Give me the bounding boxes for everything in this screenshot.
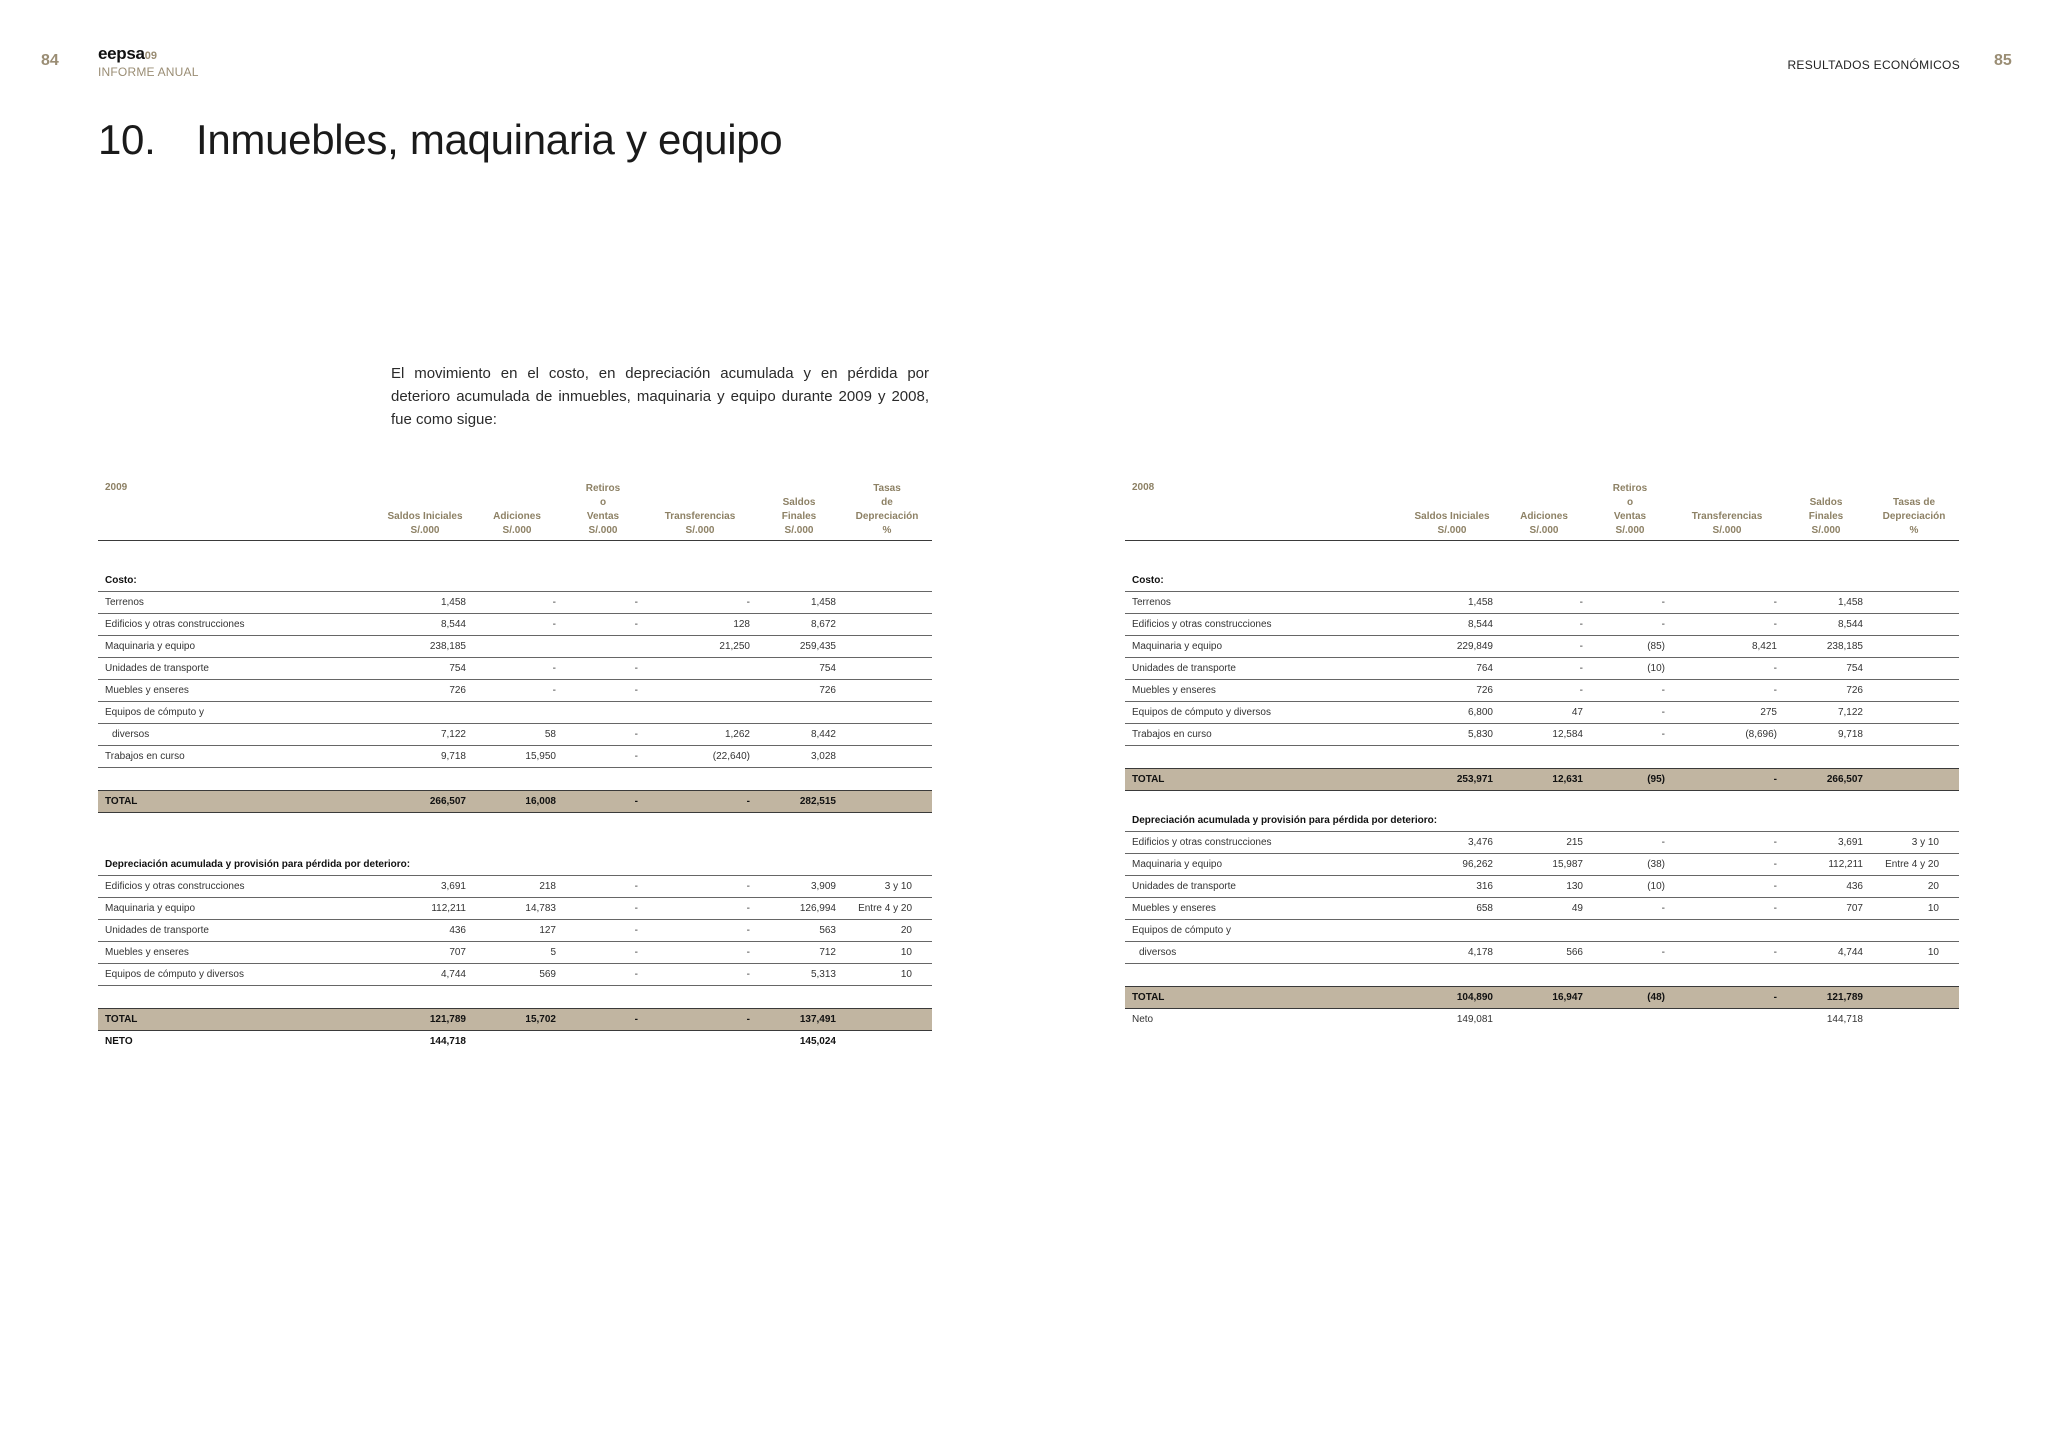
section-costo: Costo: — [1125, 570, 1959, 592]
table-row: Equipos de cómputo y — [98, 701, 932, 723]
page-number-right: 85 — [1994, 52, 2012, 69]
table-row: Edificios y otras construcciones 8,544 - - - 8,544 — [1125, 613, 1959, 635]
col-adiciones: Adiciones S/.000 — [472, 477, 562, 540]
col-tasas: Tasas de Depreciación % — [1869, 477, 1959, 540]
col-saldos-iniciales: Saldos Iniciales S/.000 — [1405, 477, 1499, 540]
table-row: Edificios y otras construcciones 8,544 - - 128 8,672 — [98, 613, 932, 635]
section-costo: Costo: — [98, 570, 932, 592]
intro-paragraph: El movimiento en el costo, en depreciación acumulada y en pérdida por deterioro acumulada de inmuebles, maquinaria y equipo durante 2009 y 2008, fue como sigue: — [391, 365, 929, 428]
section-depreciacion: Depreciación acumulada y provisión para pérdida por deterioro: — [1125, 790, 1959, 831]
year-label: 2009 — [98, 477, 378, 540]
table-row: Maquinaria y equipo 229,849 - (85) 8,421 238,185 — [1125, 635, 1959, 657]
table-row: Maquinaria y equipo 238,185 21,250 259,435 — [98, 635, 932, 657]
title-number: 10. — [98, 116, 156, 163]
total-depreciacion-row: TOTAL 121,789 15,702 - - 137,491 — [98, 1008, 932, 1030]
spacer-row — [1125, 745, 1959, 768]
section-label: RESULTADOS ECONÓMICOS — [1787, 58, 1960, 72]
year-label: 2008 — [1125, 477, 1405, 540]
table-row: Edificios y otras construcciones 3,476 215 - - 3,691 3 y 10 — [1125, 831, 1959, 853]
col-transferencias: Transferencias S/.000 — [644, 477, 756, 540]
table-2009 — [98, 477, 932, 1052]
col-retiros: Retiros o Ventas S/.000 — [562, 477, 644, 540]
total-depreciacion-row: TOTAL 104,890 16,947 (48) - 121,789 — [1125, 986, 1959, 1008]
table-row: Unidades de transporte 436 127 - - 563 20 — [98, 919, 932, 941]
page-title — [98, 116, 782, 164]
col-retiros: Retiros o Ventas S/.000 — [1589, 477, 1671, 540]
spacer-row — [1125, 963, 1959, 986]
spacer-row — [98, 812, 932, 835]
report-label: INFORME ANUAL — [98, 65, 199, 79]
table-header-row — [1125, 477, 1959, 540]
spacer-row — [98, 540, 932, 570]
table-row: Equipos de cómputo y — [1125, 919, 1959, 941]
table-row: Unidades de transporte 316 130 (10) - 436 20 — [1125, 875, 1959, 897]
page-number-left: 84 — [41, 52, 59, 69]
title-text: Inmuebles, maquinaria y equipo — [196, 116, 783, 163]
spacer-row — [1125, 540, 1959, 570]
table-2008 — [1125, 477, 1959, 1030]
table-row: Muebles y enseres 726 - - - 726 — [1125, 679, 1959, 701]
table-row: Muebles y enseres 658 49 - - 707 10 — [1125, 897, 1959, 919]
table-row: Maquinaria y equipo 112,211 14,783 - - 126,994 Entre 4 y 20 — [98, 897, 932, 919]
table-row: Equipos de cómputo y diversos 6,800 47 - 275 7,122 — [1125, 701, 1959, 723]
col-transferencias: Transferencias S/.000 — [1671, 477, 1783, 540]
table-row: Unidades de transporte 764 - (10) - 754 — [1125, 657, 1959, 679]
total-costo-row: TOTAL 253,971 12,631 (95) - 266,507 — [1125, 768, 1959, 790]
col-saldos-finales: Saldos Finales S/.000 — [1783, 477, 1869, 540]
col-saldos-iniciales: Saldos Iniciales S/.000 — [378, 477, 472, 540]
table-row: Muebles y enseres 726 - - 726 — [98, 679, 932, 701]
table-row: Edificios y otras construcciones 3,691 218 - - 3,909 3 y 10 — [98, 875, 932, 897]
spacer-row — [98, 767, 932, 790]
neto-row: Neto 149,081 144,718 — [1132, 1013, 1863, 1025]
brand-logo — [98, 44, 199, 64]
table-header-row — [98, 477, 932, 540]
table-row: Terrenos 1,458 - - - 1,458 — [1125, 591, 1959, 613]
brand-year: 09 — [144, 50, 157, 62]
table-row: Trabajos en curso 5,830 12,584 - (8,696) 9,718 — [1125, 723, 1959, 745]
col-tasas: Tasas de Depreciación % — [842, 477, 932, 540]
spacer-row — [98, 985, 932, 1008]
neto-row: NETO 144,718 145,024 — [105, 1035, 836, 1047]
col-saldos-finales: Saldos Finales S/.000 — [756, 477, 842, 540]
section-depreciacion: Depreciación acumulada y provisión para pérdida por deterioro: — [98, 835, 932, 876]
table-row: diversos 4,178 566 - - 4,744 10 — [1125, 941, 1959, 963]
col-adiciones: Adiciones S/.000 — [1499, 477, 1589, 540]
table-row: Trabajos en curso 9,718 15,950 - (22,640) 3,028 — [98, 745, 932, 767]
table-row: Terrenos 1,458 - - - 1,458 — [98, 591, 932, 613]
brand-block — [98, 44, 199, 79]
total-costo-row: TOTAL 266,507 16,008 - - 282,515 — [98, 790, 932, 812]
table-row: diversos 7,122 58 - 1,262 8,442 — [98, 723, 932, 745]
brand-name: eepsa — [98, 44, 145, 63]
table-row: Muebles y enseres 707 5 - - 712 10 — [98, 941, 932, 963]
table-row: Maquinaria y equipo 96,262 15,987 (38) - 112,211 Entre 4 y 20 — [1125, 853, 1959, 875]
table-row: Equipos de cómputo y diversos 4,744 569 - - 5,313 10 — [98, 963, 932, 985]
table-row: Unidades de transporte 754 - - 754 — [98, 657, 932, 679]
